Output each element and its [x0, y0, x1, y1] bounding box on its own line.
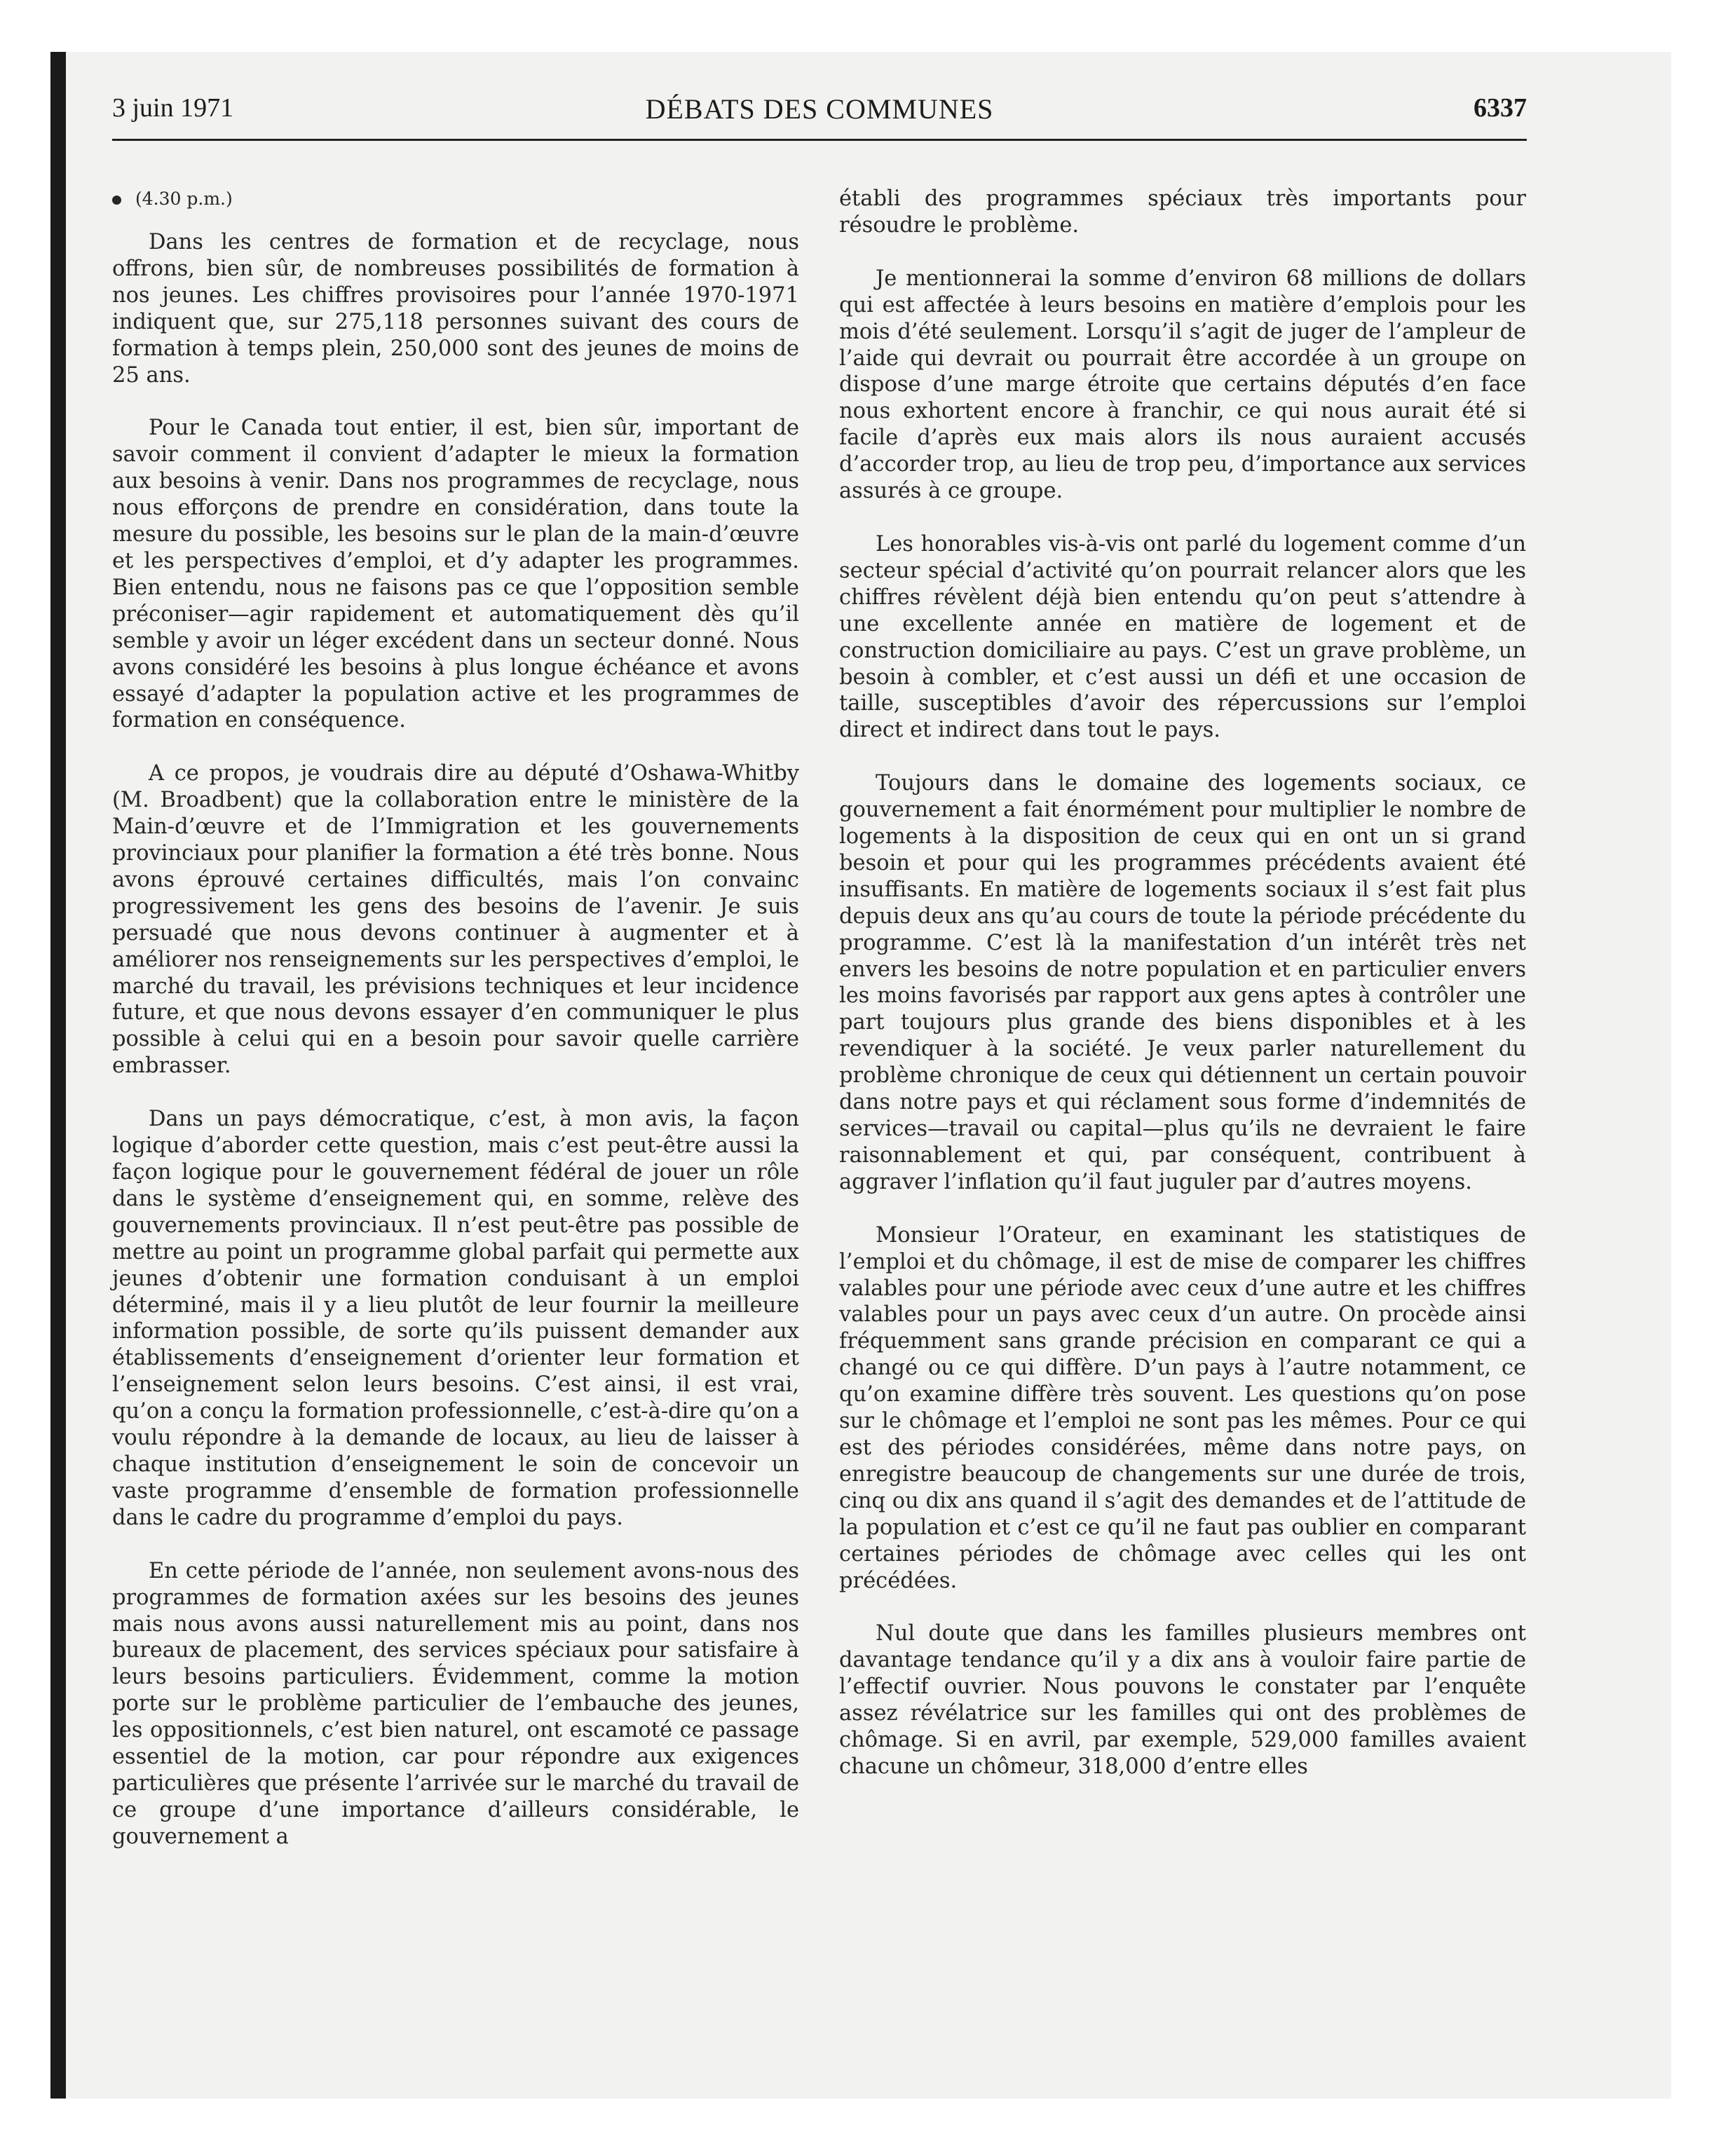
paragraph: Nul doute que dans les familles plusieurs membres ont davantage tendance qu’il y a dix ans à vouloir faire partie de l’effectif ouvrier. Nous pouvons le constater par l’enquête assez révélatrice sur les familles qui ont des problèmes de chômage. Si en avril, par exemple, 529,000 familles avaient chacune un chômeur, 318,000 d’entre elles: [839, 1621, 1526, 1779]
paragraph: En cette période de l’année, non seulement avons-nous des programmes de formation axées sur les besoins des jeunes mais nous avons aussi naturellement mis au point, dans nos bureaux de placement, des services spéciaux pour satisfaire à leurs besoins particuliers. Évidemment, comme la motion porte sur le problème particulier de l’embauche des jeunes, les oppositionnels, c’est bien naturel, ont escamoté ce passage essentiel de la motion, car pour répondre aux exigences particulières que présente l’arrivée sur le marché du travail de ce groupe d’une importance d’ailleurs considérable, le gouvernement a: [112, 1558, 799, 1849]
page-number: 6337: [1474, 93, 1527, 123]
paragraph: Monsieur l’Orateur, en examinant les statistiques de l’emploi et du chômage, il est de mise de comparer les chiffres valables pour une période avec ceux d’une autre et les chiffres valables pour un pays avec ceux d’un autre. On procède ainsi fréquemment sans grande précision en comparant ce qui a changé ou ce qui diffère. D’un pays à l’autre notamment, ce qu’on examine diffère très souvent. Les questions qu’on pose sur le chômage et l’emploi ne sont pas les mêmes. Pour ce qui est des périodes considérées, même dans notre pays, on enregistre beaucoup de changements sur une durée de trois, cinq ou dix ans quand il s’agit des demandes et de l’attitude de la population et c’est ce qu’il ne faut pas oublier en comparant certaines périodes de chômage avec celles qui les ont précédées.: [839, 1222, 1526, 1593]
paragraph: A ce propos, je voudrais dire au député d’Oshawa-Whitby (M. Broadbent) que la collaboration entre le ministère de la Main-d’œuvre et de l’Immigration et les gouvernements provinciaux pour planifier la formation a été très bonne. Nous avons éprouvé certaines difficultés, mais l’on convainc progressivement les gens des besoins de l’avenir. Je suis persuadé que nous devons continuer à augmenter et à améliorer nos renseignements sur les perspectives d’emploi, le marché du travail, les prévisions techniques et leur incidence future, et que nous devons essayer d’en communiquer le plus possible à celui qui en a besoin pour savoir quelle carrière embrasser.: [112, 761, 799, 1079]
paragraph: Dans un pays démocratique, c’est, à mon avis, la façon logique d’aborder cette question, mais c’est peut-être aussi la façon logique pour le gouvernement fédéral de jouer un rôle dans le système d’enseignement qui, en somme, relève des gouvernements provinciaux. Il n’est peut-être pas possible de mettre au point un programme global parfait qui permette aux jeunes d’obtenir une formation conduisant à un emploi déterminé, mais il y a lieu plutôt de leur fournir la meilleure information possible, de sorte qu’ils puissent demander aux établissements d’enseignement d’orienter leur formation et l’enseignement selon leurs besoins. C’est ainsi, il est vrai, qu’on a conçu la formation professionnelle, c’est-à-dire qu’on a voulu répondre à la demande de locaux, au lieu de laisser à chaque institution d’enseignement le soin de concevoir un vaste programme d’ensemble de formation professionnelle dans le cadre du programme d’emploi du pays.: [112, 1107, 799, 1530]
paragraph: Toujours dans le domaine des logements sociaux, ce gouvernement a fait énormément pour multiplier le nombre de logements à la disposition de ceux qui en ont un si grand besoin et pour qui les programmes précédents avaient été insuffisants. En matière de logements sociaux il s’est fait plus depuis deux ans qu’au cours de toute la période précédente du programme. C’est là la manifestation d’un intérêt très net envers les besoins de notre population et en particulier envers les moins favorisés par rapport aux gens aptes à contrôler une part toujours plus grande des biens disponibles et à les revendiquer à la société. Je veux parler naturellement du problème chronique de ceux qui détiennent un certain pouvoir dans notre pays et qui réclament sous forme d’indemnités de services—travail ou capital—plus qu’ils ne devraient le faire raisonnablement et qui, par conséquent, contribuent à aggraver l’inflation qu’il faut juguler par d’autres moyens.: [839, 771, 1526, 1194]
left-column: [112, 186, 799, 1877]
bullet-icon: [112, 196, 121, 205]
timestamp-text: (4.30 p.m.): [135, 189, 233, 209]
page-header: [112, 93, 1527, 141]
paragraph: Dans les centres de formation et de recyclage, nous offrons, bien sûr, de nombreuses possibilités de formation à nos jeunes. Les chiffres provisoires pour l’année 1970-1971 indiquent que, sur 275,118 personnes suivant des cours de formation à temps plein, 250,000 sont des jeunes de moins de 25 ans.: [112, 230, 799, 388]
timestamp: [112, 186, 799, 212]
paragraph: Pour le Canada tout entier, il est, bien sûr, important de savoir comment il convient d’adapter le mieux la formation aux besoins à venir. Dans nos programmes de recyclage, nous nous efforçons de prendre en considération, dans toute la mesure du possible, les besoins sur le plan de la main-d’œuvre et les perspectives d’emploi, et d’y adapter les programmes. Bien entendu, nous ne faisons pas ce que l’opposition semble préconiser—agir rapidement et automatiquement dès qu’il semble y avoir un léger excédent dans un secteur donné. Nous avons considéré les besoins à plus longue échéance et avons essayé d’adapter la population active et les programmes de formation en conséquence.: [112, 416, 799, 733]
header-date: 3 juin 1971: [112, 93, 234, 123]
right-column: [839, 186, 1526, 1807]
paragraph: Je mentionnerai la somme d’environ 68 millions de dollars qui est affectée à leurs besoins en matière d’emplois pour les mois d’été seulement. Lorsqu’il s’agit de juger de l’ampleur de l’aide qui devrait ou pourrait être accordée à un groupe on dispose d’une marge étroite que certains députés d’en face nous exhortent encore à franchir, ce qui nous aurait été si facile d’après eux mais alors ils nous auraient accusés d’accorder trop, au lieu de trop peu, d’importance aux services assurés à ce groupe.: [839, 266, 1526, 504]
paragraph: Les honorables vis-à-vis ont parlé du logement comme d’un secteur spécial d’activité qu’on pourrait relancer alors que les chiffres révèlent déjà bien entendu qu’on peut s’attendre à une excellente année en matière de logement et de construction domiciliaire au pays. C’est un grave problème, un besoin à combler, et c’est aussi un défi et une occasion de taille, susceptibles d’avoir des répercussions sur l’emploi direct et indirect dans tout le pays.: [839, 531, 1526, 743]
header-title: DÉBATS DES COMMUNES: [645, 93, 994, 125]
paragraph: établi des programmes spéciaux très importants pour résoudre le problème.: [839, 186, 1526, 238]
